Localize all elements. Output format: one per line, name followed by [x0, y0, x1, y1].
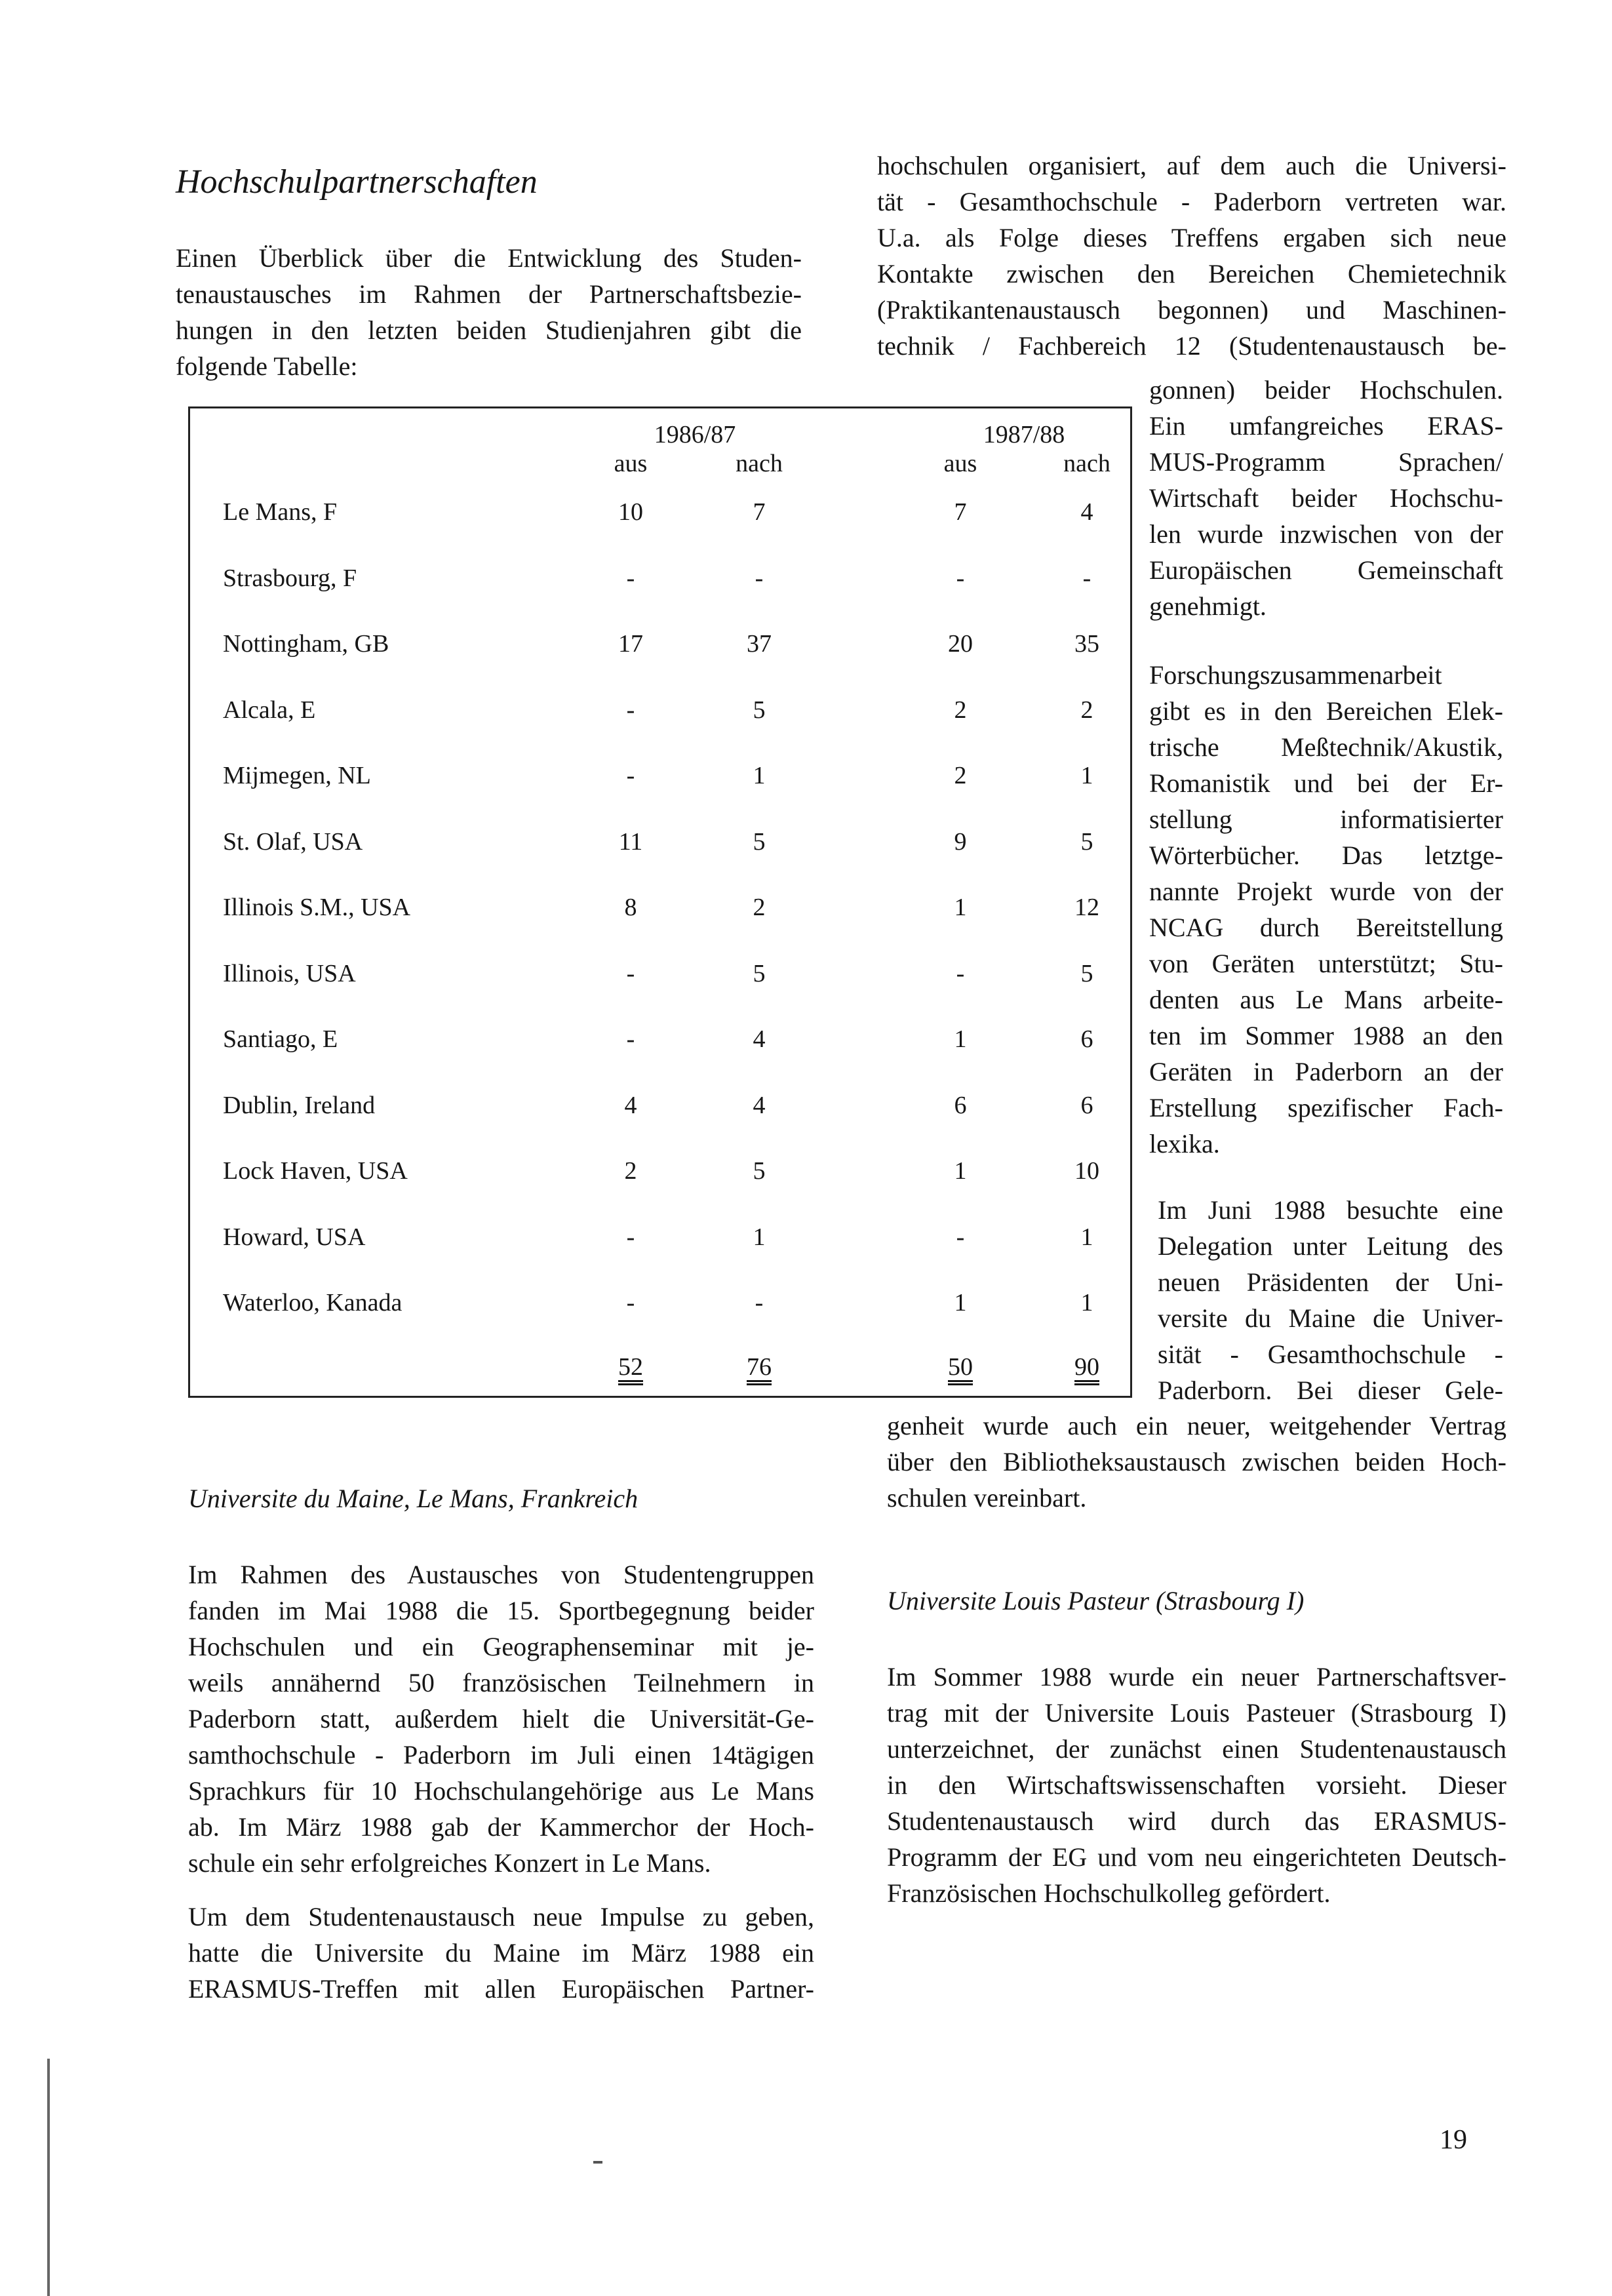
table-cell: 2: [624, 1157, 637, 1185]
text-line: MUS-Programm Sprachen/: [1149, 447, 1503, 477]
row-label: Illinois S.M., USA: [223, 894, 411, 921]
scan-dash-mark: [593, 2161, 602, 2164]
table-cell: 1: [1080, 762, 1093, 789]
text-line: hochschulen organisiert, auf dem auch die Universi-: [877, 151, 1506, 180]
text-line: über den Bibliotheksaustausch zwischen beiden Hoch-: [887, 1447, 1506, 1476]
text-line: len wurde inzwischen von der: [1149, 519, 1503, 549]
text-line: lexika.: [1149, 1129, 1220, 1158]
text-line: ab. Im März 1988 gab der Kammerchor der Hoch-: [188, 1812, 814, 1842]
text-line: trische Meßtechnik/Akustik,: [1149, 732, 1503, 762]
table-cell: -: [626, 960, 635, 987]
column-header: aus: [614, 450, 648, 477]
table-cell: 4: [753, 1025, 766, 1053]
table-cell: 5: [753, 828, 766, 856]
text-line: tät - Gesamthochschule - Paderborn vertreten war.: [877, 187, 1506, 216]
text-line: versite du Maine die Univer-: [1158, 1303, 1503, 1333]
table-cell: -: [626, 1223, 635, 1251]
text-line: Romanistik und bei der Er-: [1149, 768, 1503, 798]
table-cell: -: [626, 696, 635, 724]
text-line: Europäischen Gemeinschaft: [1149, 555, 1503, 585]
text-line: Im Rahmen des Austausches von Studentengruppen: [188, 1560, 814, 1589]
text-line: weils annähernd 50 französischen Teilnehmern in: [188, 1668, 814, 1697]
intro-paragraph: [176, 240, 802, 384]
row-label: Le Mans, F: [223, 498, 338, 526]
table-cell: -: [1082, 564, 1091, 592]
page-number: 19: [1440, 2125, 1467, 2155]
total-cell: 90: [1074, 1353, 1099, 1381]
column-header: nach: [736, 450, 783, 477]
right-wide-end-paragraph: [887, 1408, 1506, 1516]
table-cell: 7: [954, 498, 967, 526]
text-line: tenaustausches im Rahmen der Partnerschaftsbezie-: [176, 279, 802, 309]
table-cell: 1: [954, 1157, 967, 1185]
table-cell: 10: [1074, 1157, 1099, 1185]
text-line: Studentenaustausch wird durch das ERASMUS-: [887, 1806, 1506, 1836]
row-label: Waterloo, Kanada: [223, 1289, 403, 1316]
text-line: fanden im Mai 1988 die 15. Sportbegegnung beider: [188, 1596, 814, 1625]
table-cell: 17: [618, 630, 643, 658]
table-cell: 6: [954, 1092, 967, 1119]
text-line: Forschungszusammenarbeit: [1149, 660, 1442, 690]
text-line: Einen Überblick über die Entwicklung des Studen-: [176, 243, 802, 273]
column-header: aus: [943, 450, 977, 477]
row-label: Howard, USA: [223, 1223, 366, 1251]
table-cell: 5: [753, 1157, 766, 1185]
row-label: Alcala, E: [223, 696, 316, 724]
table-cell: 8: [624, 894, 637, 921]
table-cell: 5: [1080, 960, 1093, 987]
text-line: neuen Präsidenten der Uni-: [1158, 1267, 1503, 1297]
table-cell: 9: [954, 828, 967, 856]
text-line: ERASMUS-Treffen mit allen Europäischen Partner-: [188, 1974, 814, 2004]
table-cell: 2: [954, 696, 967, 724]
table-cell: 2: [954, 762, 967, 789]
row-label: St. Olaf, USA: [223, 828, 363, 856]
maine-paragraph-1: [188, 1556, 814, 1881]
table-cell: 4: [1080, 498, 1093, 526]
table-cell: -: [755, 564, 764, 592]
table-cell: 12: [1074, 894, 1099, 921]
text-line: denten aus Le Mans arbeite-: [1149, 985, 1503, 1014]
right-top-paragraph: [877, 148, 1506, 364]
table-cell: 6: [1080, 1092, 1093, 1119]
table-cell: -: [956, 564, 965, 592]
table-cell: 1: [1080, 1289, 1093, 1316]
right-narrow-paragraph-3: [1158, 1192, 1503, 1408]
table-cell: -: [755, 1289, 764, 1316]
row-label: Strasbourg, F: [223, 564, 357, 592]
text-line: technik / Fachbereich 12 (Studentenaustausch be-: [877, 331, 1506, 361]
table-cell: 6: [1080, 1025, 1093, 1053]
text-line: trag mit der Universite Louis Pasteuer (Strasbourg I): [887, 1698, 1506, 1728]
table-cell: 1: [954, 894, 967, 921]
text-line: gibt es in den Bereichen Elek-: [1149, 696, 1503, 726]
text-line: gonnen) beider Hochschulen.: [1149, 375, 1503, 405]
table-cell: 5: [1080, 828, 1093, 856]
text-line: Paderborn statt, außerdem hielt die Universität-Ge-: [188, 1704, 814, 1733]
table-cell: -: [626, 564, 635, 592]
text-line: Ein umfangreiches ERAS-: [1149, 411, 1503, 441]
text-line: Im Sommer 1988 wurde ein neuer Partnerschaftsver-: [887, 1662, 1506, 1692]
table-cell: 2: [753, 894, 766, 921]
text-line: U.a. als Folge dieses Treffens ergaben sich neue: [877, 223, 1506, 252]
text-line: hungen in den letzten beiden Studienjahren gibt die: [176, 315, 802, 345]
maine-heading: Universite du Maine, Le Mans, Frankreich: [188, 1484, 639, 1513]
table-cell: 2: [1080, 696, 1093, 724]
pasteur-heading: Universite Louis Pasteur (Strasbourg I): [887, 1586, 1305, 1615]
table-cell: 5: [753, 960, 766, 987]
text-line: folgende Tabelle:: [176, 351, 358, 381]
text-line: Hochschulen und ein Geographenseminar mit je-: [188, 1632, 814, 1661]
text-line: genehmigt.: [1149, 591, 1267, 621]
text-line: von Geräten unterstützt; Stu-: [1149, 949, 1503, 978]
right-narrow-paragraph-2: [1149, 657, 1503, 1162]
text-line: schule ein sehr erfolgreiches Konzert in Le Mans.: [188, 1848, 711, 1878]
row-label: Mijmegen, NL: [223, 762, 371, 789]
row-label: Illinois, USA: [223, 960, 356, 987]
text-line: NCAG durch Bereitstellung: [1149, 913, 1503, 942]
row-label: Lock Haven, USA: [223, 1157, 408, 1185]
column-header: nach: [1063, 450, 1111, 477]
text-line: in den Wirtschaftswissenschaften vorsieht. Dieser: [887, 1770, 1506, 1800]
text-line: ten im Sommer 1988 an den: [1149, 1021, 1503, 1050]
table-cell: 7: [753, 498, 766, 526]
table-cell: 4: [624, 1092, 637, 1119]
table-cell: 1: [954, 1025, 967, 1053]
section-title: Hochschulpartnerschaften: [176, 163, 538, 201]
table-cell: 1: [954, 1289, 967, 1316]
year-header: 1987/88: [983, 421, 1065, 448]
text-line: Paderborn. Bei dieser Gele-: [1158, 1376, 1503, 1405]
text-line: Französischen Hochschulkolleg gefördert.: [887, 1878, 1331, 1908]
table-cell: -: [626, 1289, 635, 1316]
year-header: 1986/87: [654, 421, 736, 448]
table-cell: -: [956, 960, 965, 987]
text-line: Im Juni 1988 besuchte eine: [1158, 1195, 1503, 1225]
pasteur-paragraph: [887, 1659, 1506, 1911]
text-line: Um dem Studentenaustausch neue Impulse zu geben,: [188, 1902, 814, 1931]
table-cell: 37: [747, 630, 772, 658]
table-cell: 10: [618, 498, 643, 526]
table-cell: 1: [1080, 1223, 1093, 1251]
table-cell: 1: [753, 762, 766, 789]
total-cell: 76: [747, 1353, 772, 1381]
exchange-table: [188, 406, 1132, 1398]
table-cell: 5: [753, 696, 766, 724]
table-cell: 1: [753, 1223, 766, 1251]
text-line: Wörterbücher. Das letztge-: [1149, 841, 1503, 870]
text-line: Delegation unter Leitung des: [1158, 1231, 1503, 1261]
table-cell: -: [626, 762, 635, 789]
text-line: Programm der EG und vom neu eingerichteten Deutsch-: [887, 1842, 1506, 1872]
row-label: Dublin, Ireland: [223, 1092, 376, 1119]
text-line: Erstellung spezifischer Fach-: [1149, 1093, 1503, 1122]
text-line: nannte Projekt wurde von der: [1149, 877, 1503, 906]
row-label: Santiago, E: [223, 1025, 338, 1053]
total-cell: 52: [618, 1353, 643, 1381]
text-line: Wirtschaft beider Hochschu-: [1149, 483, 1503, 513]
text-line: stellung informatisierter: [1149, 804, 1503, 834]
maine-paragraph-2: [188, 1899, 814, 2007]
text-line: Kontakte zwischen den Bereichen Chemietechnik: [877, 259, 1506, 288]
text-line: (Praktikantenaustausch begonnen) und Maschinen-: [877, 295, 1506, 325]
text-line: sität - Gesamthochschule -: [1158, 1339, 1503, 1369]
table-cell: -: [956, 1223, 965, 1251]
right-narrow-paragraph-1: [1149, 372, 1503, 624]
text-line: schulen vereinbart.: [887, 1483, 1087, 1513]
total-cell: 50: [948, 1353, 973, 1381]
text-line: Sprachkurs für 10 Hochschulangehörige aus Le Mans: [188, 1776, 814, 1806]
text-line: Geräten in Paderborn an der: [1149, 1057, 1503, 1086]
text-line: unterzeichnet, der zunächst einen Studentenaustausch: [887, 1734, 1506, 1764]
text-line: samthochschule - Paderborn im Juli einen 14tägigen: [188, 1740, 814, 1770]
table-cell: 4: [753, 1092, 766, 1119]
text-line: genheit wurde auch ein neuer, weitgehender Vertrag: [887, 1411, 1506, 1440]
table-cell: 20: [948, 630, 973, 658]
text-line: hatte die Universite du Maine im März 1988 ein: [188, 1938, 814, 1968]
table-cell: -: [626, 1025, 635, 1053]
table-cell: 35: [1074, 630, 1099, 658]
row-label: Nottingham, GB: [223, 630, 389, 658]
table-cell: 11: [618, 828, 643, 856]
scan-margin-mark: [47, 2059, 50, 2296]
